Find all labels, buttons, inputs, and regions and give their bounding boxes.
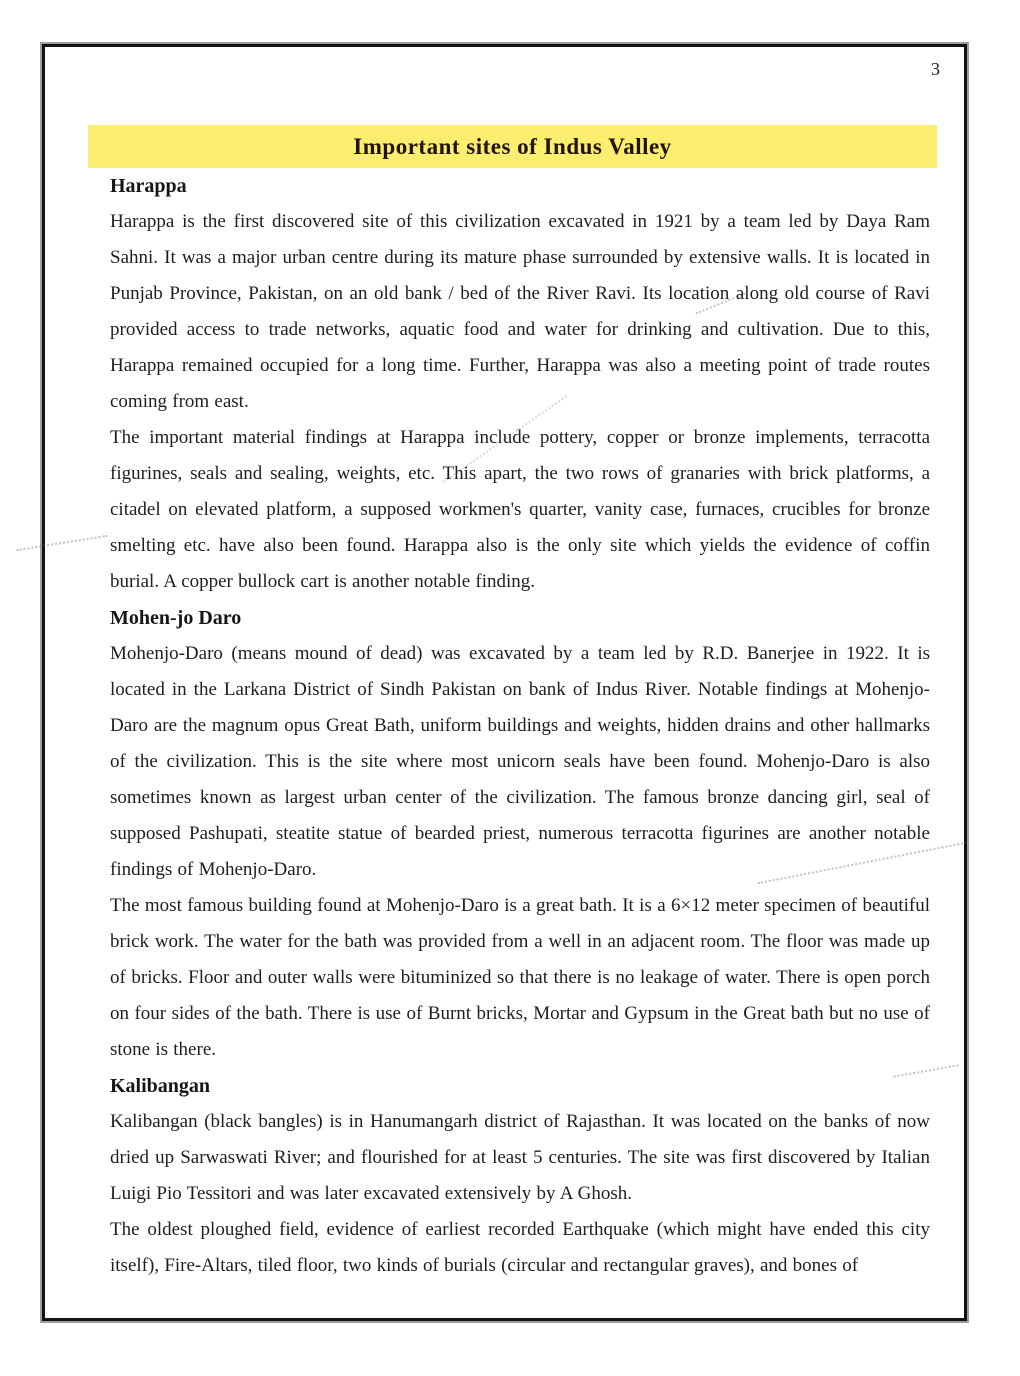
- section-heading-harappa: Harappa: [110, 175, 187, 197]
- paragraph-kalibangan-2: The oldest ploughed field, evidence of earliest recorded Earthquake (which might have ended this city itself), Fire-Altars, tiled floor, two kinds of burials (circular and rectangular graves), and bones of: [110, 1219, 930, 1276]
- paragraph-harappa-2: The important material findings at Harappa include pottery, copper or bronze implements, terracotta figurines, seals and sealing, weights, etc. This apart, the two rows of granaries with brick platforms, a citadel on elevated platform, a supposed workmen's quarter, vanity case, furnaces, crucibles for bronze smelting etc. have also been found. Harappa also is the only site which yields the evidence of coffin burial. A copper bullock cart is another notable finding.: [110, 427, 930, 592]
- paragraph-mohenjo-daro-1: Mohenjo-Daro (means mound of dead) was excavated by a team led by R.D. Banerjee in 1922. It is located in the Larkana District of Sindh Pakistan on bank of Indus River. Notable findings at Mohenjo-Daro are the magnum opus Great Bath, uniform buildings and weights, hidden drains and other hallmarks of the civilization. This is the site where most unicorn seals have been found. Mohenjo-Daro is also sometimes known as largest urban center of the civilization. The famous bronze dancing girl, seal of supposed Pashupati, steatite statue of bearded priest, numerous terracotta figurines are another notable findings of Mohenjo-Daro.: [110, 643, 930, 880]
- paragraph-mohenjo-daro-2: The most famous building found at Mohenjo-Daro is a great bath. It is a 6×12 meter specimen of beautiful brick work. The water for the bath was provided from a well in an adjacent room. The floor was made up of bricks. Floor and outer walls were bituminized so that there is no leakage of water. There is open porch on four sides of the bath. There is use of Burnt bricks, Mortar and Gypsum in the Great bath but no use of stone is there.: [110, 895, 930, 1060]
- document-body: [110, 168, 930, 1284]
- document-page-border: [42, 44, 967, 1321]
- paragraph-harappa-1: Harappa is the first discovered site of this civilization excavated in 1921 by a team led by Daya Ram Sahni. It was a major urban centre during its mature phase surrounded by extensive walls. It is located in Punjab Province, Pakistan, on an old bank / bed of the River Ravi. Its location along old course of Ravi provided access to trade networks, aquatic food and water for drinking and cultivation. Due to this, Harappa remained occupied for a long time. Further, Harappa was also a meeting point of trade routes coming from east.: [110, 211, 930, 412]
- section-heading-mohenjo-daro: Mohen-jo Daro: [110, 607, 242, 629]
- section-heading-kalibangan: Kalibangan: [110, 1075, 211, 1097]
- paragraph-kalibangan-1: Kalibangan (black bangles) is in Hanumangarh district of Rajasthan. It was located on the banks of now dried up Sarwaswati River; and flourished for at least 5 centuries. The site was first discovered by Italian Luigi Pio Tessitori and was later excavated extensively by A Ghosh.: [110, 1111, 930, 1204]
- page-number: 3: [931, 59, 940, 79]
- title-highlight-bar: [88, 125, 937, 168]
- page-title: Important sites of Indus Valley: [353, 134, 672, 159]
